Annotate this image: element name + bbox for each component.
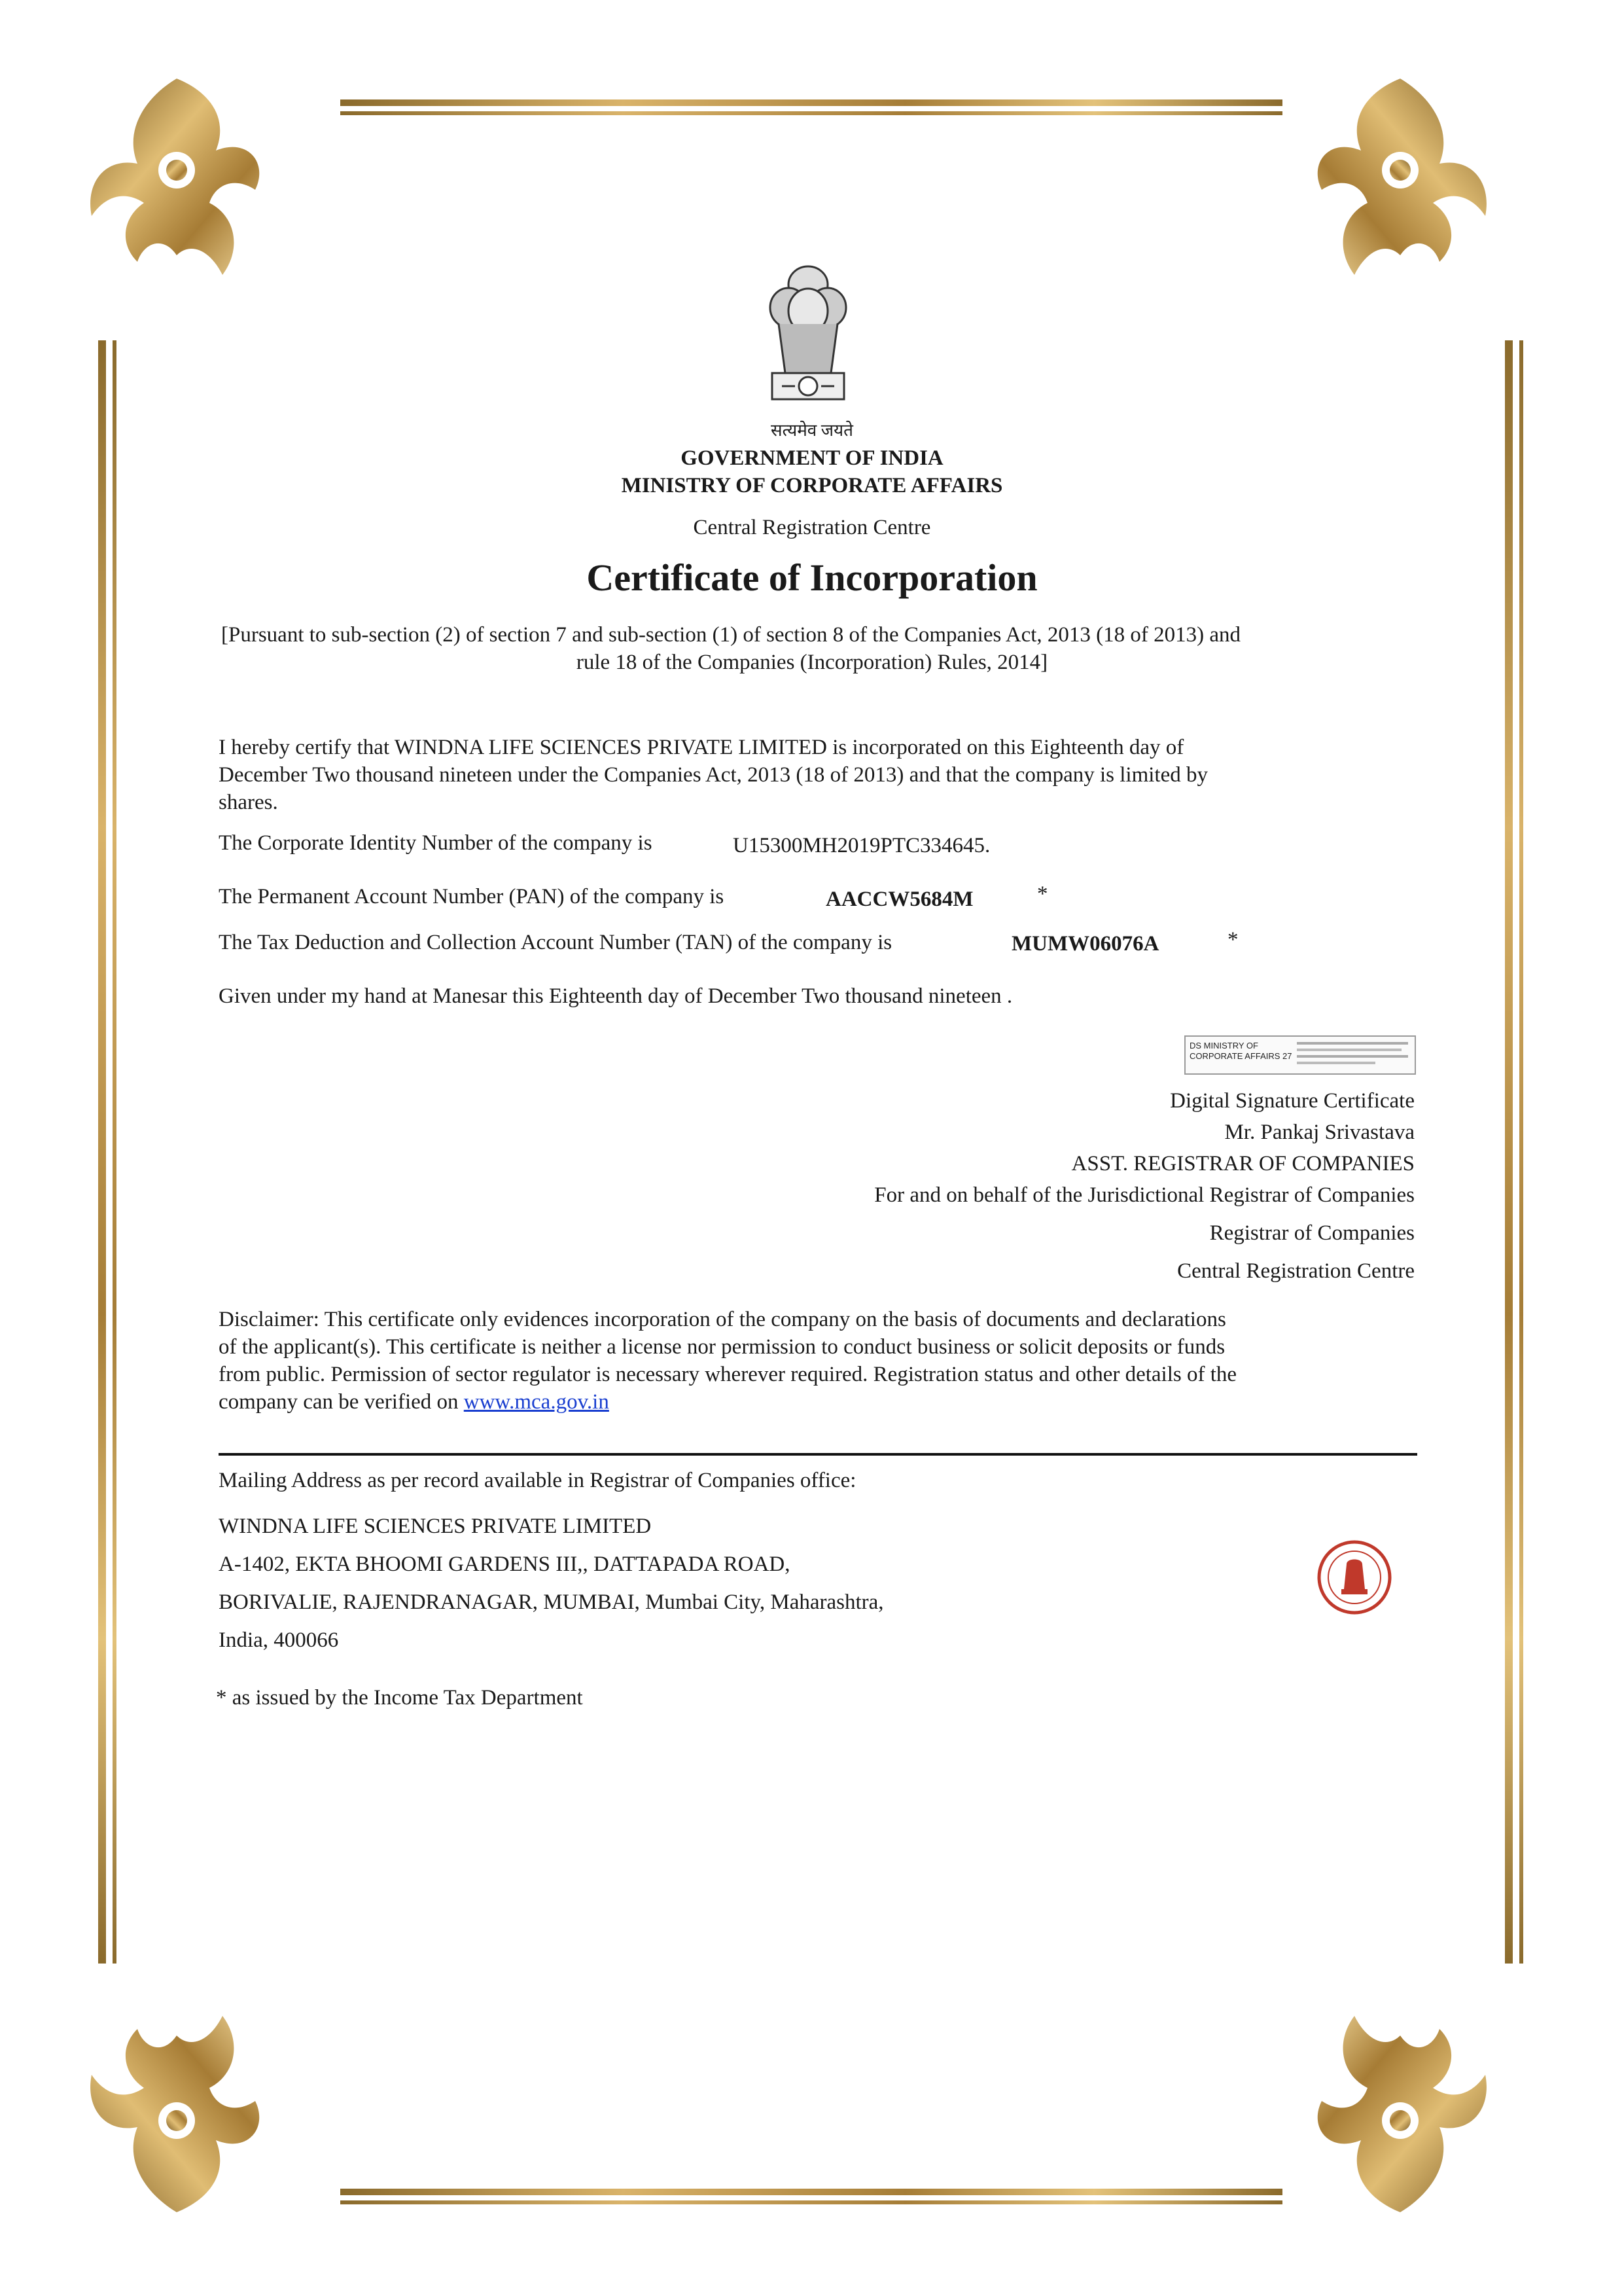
signatory-name: Mr. Pankaj Srivastava <box>1224 1121 1415 1144</box>
footnote-star: * <box>216 1686 227 1710</box>
corner-ornament-bottom-left <box>79 1990 275 2225</box>
bottom-border <box>340 2189 1282 2207</box>
ministry-heading: MINISTRY OF CORPORATE AFFAIRS <box>621 474 1003 497</box>
pursuant-line-2: rule 18 of the Companies (Incorporation) Rules, 2014] <box>576 651 1048 674</box>
signatory-designation: ASST. REGISTRAR OF COMPANIES <box>1071 1152 1415 1175</box>
mailing-heading: Mailing Address as per record available in Registrar of Companies office: <box>219 1469 856 1492</box>
disclaimer-line-1: Disclaimer: This certificate only evidences incorporation of the company on the basis of documents and declarations <box>219 1308 1226 1331</box>
mailing-address-line-1: A-1402, EKTA BHOOMI GARDENS III,, DATTAPADA ROAD, <box>219 1552 790 1576</box>
footnote-text: as issued by the Income Tax Department <box>232 1686 583 1710</box>
certify-line-2: December Two thousand nineteen under the Companies Act, 2013 (18 of 2013) and that the company is limited by <box>219 763 1208 787</box>
mailing-address-line-3: India, 400066 <box>219 1628 339 1652</box>
digital-signature-stamp <box>1184 1035 1416 1075</box>
cin-label: The Corporate Identity Number of the company is <box>219 831 652 855</box>
dsc-label: Digital Signature Certificate <box>1170 1089 1415 1113</box>
section-divider <box>219 1453 1417 1456</box>
pan-footnote-mark: * <box>1037 882 1048 906</box>
disclaimer-verify-text: company can be verified on <box>219 1390 459 1414</box>
behalf-line: For and on behalf of the Jurisdictional Registrar of Companies <box>874 1183 1415 1207</box>
corner-ornament-top-left <box>79 65 275 301</box>
national-emblem-icon <box>759 259 857 422</box>
stamp-line-2: CORPORATE AFFAIRS 27 <box>1190 1051 1292 1061</box>
page-title: Certificate of Incorporation <box>586 556 1038 599</box>
mailing-address-line-2: BORIVALIE, RAJENDRANAGAR, MUMBAI, Mumbai City, Maharashtra, <box>219 1590 884 1614</box>
mca-website-link[interactable]: www.mca.gov.in <box>463 1390 609 1414</box>
tan-footnote-mark: * <box>1227 928 1239 952</box>
stamp-line-1: DS MINISTRY OF <box>1190 1041 1258 1050</box>
certify-line-1: I hereby certify that WINDNA LIFE SCIENCES PRIVATE LIMITED is incorporated on this Eighteenth day of <box>219 736 1184 759</box>
disclaimer-line-2: of the applicant(s). This certificate is neither a license nor permission to conduct business or solicit deposits or funds <box>219 1335 1226 1359</box>
cin-value: U15300MH2019PTC334645. <box>733 834 991 857</box>
pan-value: AACCW5684M <box>826 888 974 911</box>
disclaimer-line-4 <box>219 1388 609 1416</box>
registrar-line: Registrar of Companies <box>1209 1221 1415 1245</box>
corner-ornament-bottom-right <box>1302 1990 1498 2225</box>
given-line: Given under my hand at Manesar this Eighteenth day of December Two thousand nineteen . <box>219 984 1013 1008</box>
tan-label: The Tax Deduction and Collection Account Number (TAN) of the company is <box>219 931 892 954</box>
certify-line-3: shares. <box>219 791 278 814</box>
tan-value: MUMW06076A <box>1012 932 1159 956</box>
centre-subheading: Central Registration Centre <box>693 516 931 539</box>
pan-label: The Permanent Account Number (PAN) of the company is <box>219 885 724 908</box>
top-border <box>340 99 1282 118</box>
pursuant-line-1: [Pursuant to sub-section (2) of section 7 and sub-section (1) of section 8 of the Companies Act, 2013 (18 of 2013) and <box>221 623 1241 647</box>
mailing-company: WINDNA LIFE SCIENCES PRIVATE LIMITED <box>219 1515 652 1538</box>
corner-ornament-top-right <box>1302 65 1498 301</box>
disclaimer-line-3: from public. Permission of sector regulator is necessary wherever required. Registration status and other details of the <box>219 1363 1237 1386</box>
signature-centre-line: Central Registration Centre <box>1177 1259 1415 1283</box>
registrar-seal-icon <box>1315 1538 1394 1617</box>
footnote <box>216 1683 583 1712</box>
motto-text: सत्यमेव जयते <box>771 421 853 440</box>
government-heading: GOVERNMENT OF INDIA <box>680 446 944 470</box>
